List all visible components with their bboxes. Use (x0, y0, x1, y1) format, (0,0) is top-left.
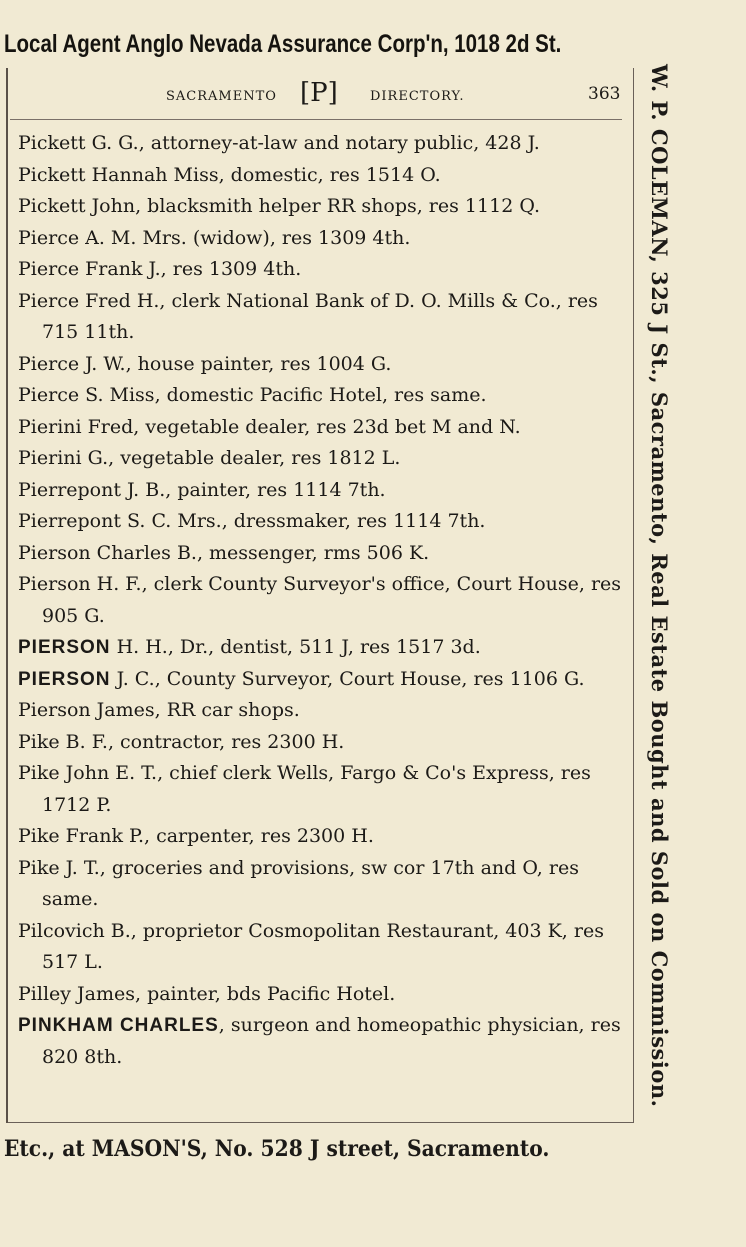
directory-entry (18, 979, 623, 1011)
running-head-city: SACRAMENTO (166, 89, 277, 104)
directory-entry (18, 695, 623, 727)
bottom-border-rule (8, 1122, 634, 1123)
entry-text: Pierini G., vegetable dealer, res 1812 L. (18, 447, 401, 469)
header-rule (10, 119, 622, 120)
entry-text: Pierson H. F., clerk County Surveyor's office, Court House, res 905 G. (18, 573, 622, 627)
right-border-rule (633, 68, 634, 1123)
entry-text: Pike J. T., groceries and provisions, sw cor 17th and O, res same. (18, 856, 579, 910)
directory-entry (18, 569, 623, 632)
directory-entry (18, 758, 623, 821)
entry-text: Pierrepont J. B., painter, res 1114 7th. (18, 478, 386, 501)
entry-text: Pickett Hannah Miss, domestic, res 1514 O. (18, 163, 441, 186)
directory-entry (18, 506, 623, 538)
page-number: 363 (588, 84, 621, 104)
running-head (160, 78, 630, 110)
directory-entry (18, 853, 623, 916)
directory-entry (18, 916, 623, 979)
top-advertisement-banner: Local Agent Anglo Nevada Assurance Corp'n, 1018 2d St. (4, 30, 562, 58)
directory-entry (18, 128, 623, 160)
entry-text: Pierce Fred H., clerk National Bank of D. O. Mills & Co., res 715 11th. (18, 289, 598, 343)
directory-entry (18, 349, 623, 381)
entry-text: Pierini Fred, vegetable dealer, res 23d bet M and N. (18, 415, 521, 438)
side-advertisement-banner: W. P. COLEMAN, 325 J St., Sacramento, Real Estate Bought and Sold on Commission. (647, 64, 672, 1108)
directory-entry (18, 632, 623, 664)
directory-entry (18, 664, 623, 696)
directory-entry (18, 191, 623, 223)
entry-text: Pierce A. M. Mrs. (widow), res 1309 4th. (18, 226, 411, 249)
bottom-advertisement-banner: Etc., at MASON'S, No. 528 J street, Sacramento. (4, 1136, 550, 1162)
entry-text: Pierrepont S. C. Mrs., dressmaker, res 1114 7th. (18, 510, 486, 532)
entry-text: H. H., Dr., dentist, 511 J, res 1517 3d. (110, 636, 481, 658)
directory-entries (18, 128, 623, 1073)
entry-text: Pickett G. G., attorney-at-law and notary public, 428 J. (18, 132, 540, 154)
entry-text: , surgeon and homeopathic physician, res 820 8th. (42, 1014, 621, 1068)
directory-entry (18, 380, 623, 412)
entry-text: Pilcovich B., proprietor Cosmopolitan Restaurant, 403 K, res 517 L. (18, 919, 604, 973)
directory-entry (18, 475, 623, 507)
directory-entry (18, 286, 623, 349)
directory-entry (18, 821, 623, 853)
entry-text: Pickett John, blacksmith helper RR shops, res 1112 Q. (18, 195, 540, 217)
directory-entry (18, 443, 623, 475)
entry-bold-name: PIERSON (18, 637, 111, 658)
left-border-rule (6, 68, 8, 1123)
entry-text: Pierce Frank J., res 1309 4th. (18, 258, 302, 280)
entry-text: Pierce J. W., house painter, res 1004 G. (18, 352, 392, 375)
directory-entry (18, 160, 623, 192)
entry-text: Pike B. F., contractor, res 2300 H. (18, 730, 345, 753)
entry-text: Pierce S. Miss, domestic Pacific Hotel, res same. (18, 384, 487, 406)
entry-bold-name: PIERSON (18, 668, 111, 690)
running-head-letter: [P] (300, 78, 338, 108)
directory-entry (18, 412, 623, 444)
running-head-directory: DIRECTORY. (370, 89, 465, 104)
directory-entry (18, 1010, 623, 1073)
entry-text: Pierson Charles B., messenger, rms 506 K. (18, 541, 430, 564)
entry-text: Pike Frank P., carpenter, res 2300 H. (18, 825, 374, 847)
directory-entry (18, 223, 623, 255)
entry-text: Pike John E. T., chief clerk Wells, Fargo & Co's Express, res 1712 P. (18, 762, 591, 816)
directory-entry (18, 538, 623, 570)
directory-entry (18, 254, 623, 286)
directory-entry (18, 727, 623, 759)
entry-bold-name: PINKHAM CHARLES (18, 1015, 219, 1036)
entry-text: Pilley James, painter, bds Pacific Hotel. (18, 982, 396, 1005)
entry-text: Pierson James, RR car shops. (18, 699, 300, 721)
entry-text: J. C., County Surveyor, Court House, res 1106 G. (110, 667, 585, 690)
